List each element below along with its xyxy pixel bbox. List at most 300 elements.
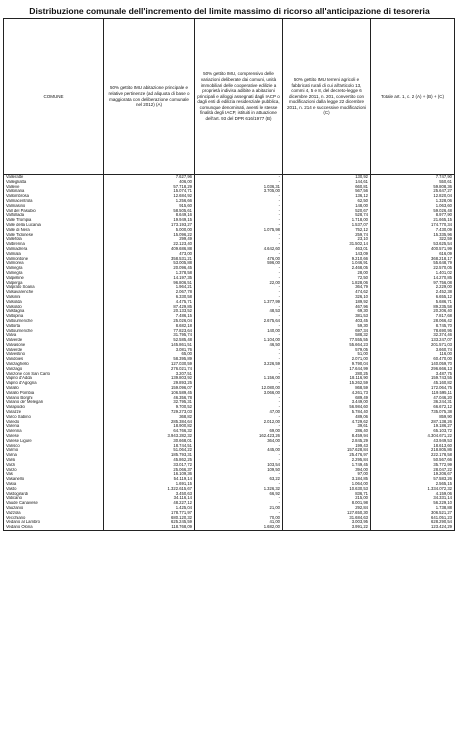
cell-total: 8.745,70 (371, 324, 455, 329)
cell-comune: Varenna (4, 429, 104, 434)
cell-comune: Valmacentrola (4, 199, 104, 204)
cell-total: 8.977,90 (371, 213, 455, 218)
cell-c: 62,50 (283, 199, 371, 204)
cell-c: 1.064,00 (283, 482, 371, 487)
cell-c: 1.046,91 (283, 261, 371, 266)
cell-comune: Vaprio d'Adda (4, 376, 104, 381)
cell-total: 322,59 (371, 237, 455, 242)
cell-a: 64.766,32 (104, 429, 195, 434)
cell-b: 22,00 (195, 281, 283, 286)
cell-a: 18.744,51 (104, 444, 195, 449)
cell-c: 1.537,07 (283, 223, 371, 228)
cell-c: 3.184,85 (283, 477, 371, 482)
cell-total: 641.051,23 (371, 516, 455, 521)
cell-a: 1.691,15 (104, 482, 195, 487)
cell-b: - (195, 405, 283, 410)
cell-c: 157.628,84 (283, 448, 371, 453)
cell-c: 9.790,04 (283, 362, 371, 367)
cell-comune: Valperga (4, 281, 104, 286)
cell-a: 14.197,35 (104, 276, 195, 281)
cell-total: 2.229,00 (371, 285, 455, 290)
cell-comune: Varna (4, 453, 104, 458)
cell-a: 368,82 (104, 415, 195, 420)
cell-comune: Varena (4, 424, 104, 429)
cell-comune: Valprato Soana (4, 285, 104, 290)
cell-total: 174.770,34 (371, 223, 455, 228)
cell-b: - (195, 314, 283, 319)
cell-total: 32.374,46 (371, 333, 455, 338)
cell-comune: Valleratte (4, 175, 104, 180)
cell-a: 3.450,63 (104, 492, 195, 497)
cell-total: 3.487,75 (371, 372, 455, 377)
cell-a: 680.120,32 (104, 516, 195, 521)
cell-b: - (195, 194, 283, 199)
cell-a: 625.245,59 (104, 520, 195, 525)
cell-comune: Valtorta (4, 324, 104, 329)
cell-b: - (195, 496, 283, 501)
cell-a: 18.900,82 (104, 424, 195, 429)
cell-a: 473,00 (104, 252, 195, 257)
cell-b: 63,22 (195, 477, 283, 482)
cell-a: 3.207,51 (104, 372, 195, 377)
cell-comune: Vastogirardi (4, 492, 104, 497)
cell-total: 65.103,72 (371, 429, 455, 434)
cell-comune: Vecchiano (4, 516, 104, 521)
cell-comune: Vallegliatta (4, 180, 104, 185)
cell-total: 19.186,27 (371, 424, 455, 429)
cell-a: 358.531,21 (104, 257, 195, 262)
col-header-comune: COMUNE (4, 19, 104, 175)
cell-c: 31.502,14 (283, 242, 371, 247)
cell-b: 48,53 (195, 309, 283, 314)
cell-total: 28.047,22 (371, 468, 455, 473)
cell-comune: Vasto (4, 487, 104, 492)
cell-c: 1.718,00 (283, 218, 371, 223)
cell-b: 70,00 (195, 516, 283, 521)
cell-b: - (195, 213, 283, 218)
cell-a: 2.067,78 (104, 290, 195, 295)
cell-a: 54.119,14 (104, 477, 195, 482)
col-header-total: Totale art. 1, c. 2 (A) + (B) + (C) (371, 19, 455, 175)
cell-comune: Valtournenche (4, 329, 104, 334)
cell-b: 69,00 (195, 429, 283, 434)
cell-a: 5.000,00 (104, 228, 195, 233)
cell-b: - (195, 276, 283, 281)
cell-b: 364,00 (195, 439, 283, 444)
cell-comune: Valbrenna (4, 242, 104, 247)
cell-b: 103,54 (195, 463, 283, 468)
cell-comune: Vallombrosa (4, 194, 104, 199)
cell-b: 41,00 (195, 520, 283, 525)
cell-b: - (195, 175, 283, 180)
cell-b: 596,00 (195, 261, 283, 266)
cell-b: - (195, 290, 283, 295)
cell-a: 285.384,64 (104, 420, 195, 425)
cell-c: 474,62 (283, 290, 371, 295)
cell-total: 735.075,38 (371, 410, 455, 415)
cell-a: 48.227,12 (104, 501, 195, 506)
cell-c: 189,92 (283, 300, 371, 305)
cell-total: 36.244,31 (371, 400, 455, 405)
cell-c: 215,00 (283, 496, 371, 501)
cell-comune: Valmasino (4, 204, 104, 209)
cell-total: 78.690,95 (371, 329, 455, 334)
cell-a: 118.768,09 (104, 525, 195, 530)
cell-a: 299,49 (104, 237, 195, 242)
cell-b: - (195, 458, 283, 463)
col-header-b: 50% gettito IMU, comprensivo delle variazioni deliberate dai comuni, unità immobiliari delle cooperative edilizie a proprietà indivisa adibite a abitazioni principali e alloggi assegnati dagli IACP o dagli enti di edilizia residenziale pubblica, comunque denominati, aventi le stesse finalità degli IACP, istituiti in attuazione dell'art. 93 del DPR 616/1977 (B) (195, 19, 283, 175)
cell-comune: Valnegra (4, 271, 104, 276)
cell-c: 588,32 (283, 333, 371, 338)
cell-c: 18.116,90 (283, 376, 371, 381)
cell-c: 836,71 (283, 492, 371, 497)
cell-a: 173.193,27 (104, 223, 195, 228)
cell-a: 16.109,36 (104, 472, 195, 477)
cell-b: - (195, 424, 283, 429)
cell-comune: Valstagna (4, 309, 104, 314)
cell-b: - (195, 285, 283, 290)
cell-c: 9.210,66 (283, 257, 371, 262)
cell-c: 579,05 (283, 348, 371, 353)
cell-total: 15.335,96 (371, 233, 455, 238)
cell-c: 25.476,97 (283, 453, 371, 458)
cell-b: 1.156,00 (195, 376, 283, 381)
cell-a: 19.949,15 (104, 218, 195, 223)
cell-a: 178.771,97 (104, 511, 195, 516)
cell-b: - (195, 444, 283, 449)
cell-total: 140.059,70 (371, 362, 455, 367)
cell-a: 15.074,71 (104, 189, 195, 194)
cell-a: 12.684,92 (104, 194, 195, 199)
cell-a: 51.064,22 (104, 448, 195, 453)
cell-a: 15.096,22 (104, 233, 195, 238)
cell-comune: Vanzone con San Carlo (4, 372, 104, 377)
cell-a: 915,60 (104, 204, 195, 209)
cell-total: 43.949,53 (371, 439, 455, 444)
cell-b: 66,92 (195, 492, 283, 497)
cell-c: 10.630,53 (283, 487, 371, 492)
cell-b: - (195, 357, 283, 362)
cell-c: 868,59 (283, 386, 371, 391)
cell-total: 35.772,99 (371, 463, 455, 468)
cell-total: 368.218,17 (371, 257, 455, 262)
cell-total: 21.665,15 (371, 218, 455, 223)
cell-comune: Valsoldo (4, 305, 104, 310)
cell-comune: Vandoies (4, 357, 104, 362)
cell-comune: Vanzago (4, 367, 104, 372)
cell-c: 28,00 (283, 271, 371, 276)
cell-comune: Valmorea (4, 261, 104, 266)
cell-a: 30.668,01 (104, 439, 195, 444)
document-title: Distribuzione comunale dell'incremento del limite massimo di ricorso all'anticipazione di tesoreria (29, 6, 430, 16)
cell-a: 145.861,51 (104, 343, 195, 348)
cell-total: 59.026,48 (371, 209, 455, 214)
cell-total: 57.583,26 (371, 477, 455, 482)
cell-b: 3.705,00 (195, 189, 283, 194)
cell-c: 2.845,29 (283, 439, 371, 444)
cell-c: 489,06 (283, 415, 371, 420)
cell-comune: Varese Ligure (4, 439, 104, 444)
cell-comune: Vallefola (4, 237, 104, 242)
cell-total: 45.160,82 (371, 381, 455, 386)
cell-total: 19.206,67 (371, 472, 455, 477)
cell-a: 46.356,78 (104, 396, 195, 401)
cell-b: - (195, 352, 283, 357)
cell-comune: Valsavarenche (4, 290, 104, 295)
cell-total: 47.046,20 (371, 396, 455, 401)
distribution-table (3, 18, 455, 531)
cell-b: - (195, 482, 283, 487)
cell-b: - (195, 305, 283, 310)
cell-total: 4.304.671,22 (371, 434, 455, 439)
cell-c: 72,50 (283, 276, 371, 281)
cell-a: 22.123,40 (104, 242, 195, 247)
cell-a: 9.700,52 (104, 405, 195, 410)
cell-total: 59.808,36 (371, 185, 455, 190)
cell-comune: Vasanello (4, 477, 104, 482)
cell-total: 34.331,14 (371, 496, 455, 501)
cell-b: 2.012,00 (195, 420, 283, 425)
cell-c: 23,10 (283, 237, 371, 242)
cell-b: 3.066,00 (195, 391, 283, 396)
cell-total: 306.521,27 (371, 511, 455, 516)
cell-comune: Varzo (4, 468, 104, 473)
cell-b: - (195, 415, 283, 420)
cell-comune: Valloriana (4, 189, 104, 194)
cell-comune: Varese (4, 434, 104, 439)
cell-total: 218.805,86 (371, 448, 455, 453)
cell-a: 276.021,74 (104, 367, 195, 372)
cell-b: - (195, 233, 283, 238)
cell-b: 21,00 (195, 506, 283, 511)
cell-a: 31.795,74 (104, 333, 195, 338)
cell-comune: Valleve (4, 185, 104, 190)
cell-a: 127.030,59 (104, 362, 195, 367)
cell-c: 8.459,94 (283, 434, 371, 439)
cell-c: 752,12 (283, 228, 371, 233)
cell-comune: Vaticano (4, 496, 104, 501)
cell-c: 364,79 (283, 285, 371, 290)
cell-total: 66.672,12 (371, 405, 455, 410)
cell-c: 148,00 (283, 204, 371, 209)
cell-comune: Valle di Nera (4, 228, 104, 233)
cell-total: 616,09 (371, 252, 455, 257)
cell-comune: Vaude Canavese (4, 501, 104, 506)
cell-a: 185.793,31 (104, 453, 195, 458)
cell-c: 143,09 (283, 252, 371, 257)
cell-a: 159.096,07 (104, 386, 195, 391)
cell-a: 7.627,96 (104, 175, 195, 180)
cell-b: 2.675,64 (195, 319, 283, 324)
cell-b: 1.377,99 (195, 300, 283, 305)
cell-c: 259,74 (283, 233, 371, 238)
cell-comune: Vauzanio (4, 506, 104, 511)
cell-total: 296.666,13 (371, 367, 455, 372)
cell-total: 56.229,10 (371, 501, 455, 506)
cell-a: 25.066,37 (104, 468, 195, 473)
cell-b: - (195, 396, 283, 401)
cell-c: 1.828,06 (283, 281, 371, 286)
cell-c: 2.295,84 (283, 458, 371, 463)
cell-b: 1.036,31 (195, 185, 283, 190)
cell-c: 463,01 (283, 247, 371, 252)
cell-a: 1.964,21 (104, 285, 195, 290)
cell-total: 1.334.072,32 (371, 487, 455, 492)
cell-c: 97,00 (283, 472, 371, 477)
cell-total: 133.247,07 (371, 338, 455, 343)
cell-c: 326,10 (283, 295, 371, 300)
cell-a: 45.862,25 (104, 458, 195, 463)
cell-comune: Valsinni (4, 295, 104, 300)
cell-c: 31.684,63 (283, 516, 371, 521)
cell-a: 139.803,92 (104, 376, 195, 381)
cell-comune: Vanzaghello (4, 362, 104, 367)
cell-b: - (195, 252, 283, 257)
cell-b: - (195, 372, 283, 377)
cell-comune: Valnegra (4, 266, 104, 271)
cell-b: - (195, 218, 283, 223)
cell-comune: Valle Trompia (4, 218, 104, 223)
cell-b: 1.326,32 (195, 487, 283, 492)
cell-b: - (195, 223, 283, 228)
cell-comune: Valsolda (4, 300, 104, 305)
cell-c: 467,96 (283, 305, 371, 310)
cell-c: 567,56 (283, 189, 371, 194)
cell-a: 6.330,58 (104, 295, 195, 300)
cell-comune: Valle Tidonese (4, 233, 104, 238)
cell-a: 1.322.615,67 (104, 487, 195, 492)
cell-comune: Vedano Olona (4, 525, 104, 530)
cell-c: 8.001,98 (283, 501, 371, 506)
cell-comune: Varano de' Melegari (4, 400, 104, 405)
cell-total: 14.270,85 (371, 276, 455, 281)
cell-a: 20.133,52 (104, 309, 195, 314)
cell-b: - (195, 266, 283, 271)
cell-total: 222.178,58 (371, 453, 455, 458)
cell-comune: Valva (4, 333, 104, 338)
cell-a: 25.026,04 (104, 319, 195, 324)
cell-a: 8.649,16 (104, 213, 195, 218)
cell-c: 15.262,59 (283, 381, 371, 386)
cell-b: 3.226,59 (195, 362, 283, 367)
cell-c: 1.749,45 (283, 463, 371, 468)
cell-b: - (195, 348, 283, 353)
cell-b: 1.104,00 (195, 338, 283, 343)
cell-c: 77.555,55 (283, 338, 371, 343)
cell-a: 3.081,76 (104, 348, 195, 353)
cell-b: - (195, 209, 283, 214)
cell-comune: Vaprio d'Agogna (4, 381, 104, 386)
cell-c: 689,49 (283, 396, 371, 401)
col-header-a: 50% gettito IMU abitazione principale e relative pertinenze (ad aliquota di base o maggiorata con deliberazione comunale nel 2012) (A) (104, 19, 195, 175)
cell-comune: Vas (4, 472, 104, 477)
cell-comune: Varano Borghi (4, 396, 104, 401)
cell-b: - (195, 237, 283, 242)
cell-c: 286,40 (283, 429, 371, 434)
cell-b: - (195, 295, 283, 300)
cell-total: 400.571,99 (371, 247, 455, 252)
cell-comune: Varzi (4, 463, 104, 468)
cell-total: 2.565,15 (371, 482, 455, 487)
cell-b: - (195, 511, 283, 516)
cell-total: 859,90 (371, 415, 455, 420)
cell-total: 25.647,27 (371, 189, 455, 194)
cell-total: 50.567,66 (371, 458, 455, 463)
cell-c: 660,81 (283, 185, 371, 190)
cell-b: 1.682,00 (195, 525, 283, 530)
cell-comune: Valverde (4, 348, 104, 353)
cell-a: 4.475,71 (104, 300, 195, 305)
cell-total: 6.655,12 (371, 295, 455, 300)
cell-total: 123.424,29 (371, 525, 455, 530)
cell-comune: Varapodio (4, 405, 104, 410)
cell-total: 5.686,71 (371, 300, 455, 305)
cell-b: - (195, 453, 283, 458)
cell-b: 46,50 (195, 343, 283, 348)
cell-total: 20.206,40 (371, 309, 455, 314)
cell-b: - (195, 324, 283, 329)
cell-a: 32.795,31 (104, 400, 195, 405)
cell-total: 1.328,06 (371, 199, 455, 204)
cell-a: 53.005,88 (104, 261, 195, 266)
cell-b: 445,00 (195, 448, 283, 453)
cell-comune: Varallo (4, 386, 104, 391)
cell-comune: Vazzola (4, 511, 104, 516)
cell-b: 1.075,98 (195, 228, 283, 233)
cell-b: - (195, 400, 283, 405)
cell-total: 2.452,38 (371, 290, 455, 295)
cell-comune: Valmontone (4, 257, 104, 262)
cell-c: 136,12 (283, 194, 371, 199)
cell-total: 201.571,03 (371, 343, 455, 348)
cell-b: 476,00 (195, 257, 283, 262)
cell-b: - (195, 472, 283, 477)
cell-comune: Valmala (4, 252, 104, 257)
cell-total: 4.159,06 (371, 492, 455, 497)
cell-comune: Varmo (4, 448, 104, 453)
cell-a: 409.686,88 (104, 247, 195, 252)
cell-b: - (195, 199, 283, 204)
cell-c: 17.644,99 (283, 367, 371, 372)
cell-c: 520,67 (283, 209, 371, 214)
cell-c: 280,25 (283, 372, 371, 377)
cell-b: 4.642,60 (195, 247, 283, 252)
cell-a: 106.589,45 (104, 391, 195, 396)
cell-c: 2.468,05 (283, 266, 371, 271)
cell-total: 550,61 (371, 180, 455, 185)
cell-comune: Vall del Pasubio (4, 209, 104, 214)
cell-a: 77.823,64 (104, 329, 195, 334)
cell-comune: Varisco (4, 444, 104, 449)
cell-c: 39,61 (283, 424, 371, 429)
cell-total: 116,00 (371, 352, 455, 357)
cell-a: 33.017,72 (104, 463, 195, 468)
cell-comune: Valvasone (4, 343, 104, 348)
cell-total: 55.648,79 (371, 261, 455, 266)
table-row (4, 525, 455, 530)
cell-a: 1.378,58 (104, 271, 195, 276)
cell-total: 7.817,68 (371, 314, 455, 319)
cell-total: 12.820,04 (371, 194, 455, 199)
cell-c: 3.991,22 (283, 525, 371, 530)
cell-b: 47,00 (195, 410, 283, 415)
cell-comune: Valle della Lucania (4, 223, 104, 228)
cell-comune: Valpelline (4, 276, 104, 281)
cell-a: 1.256,66 (104, 199, 195, 204)
cell-a: 96.806,51 (104, 281, 195, 286)
cell-a: 57.718,29 (104, 185, 195, 190)
cell-c: 394,00 (283, 468, 371, 473)
